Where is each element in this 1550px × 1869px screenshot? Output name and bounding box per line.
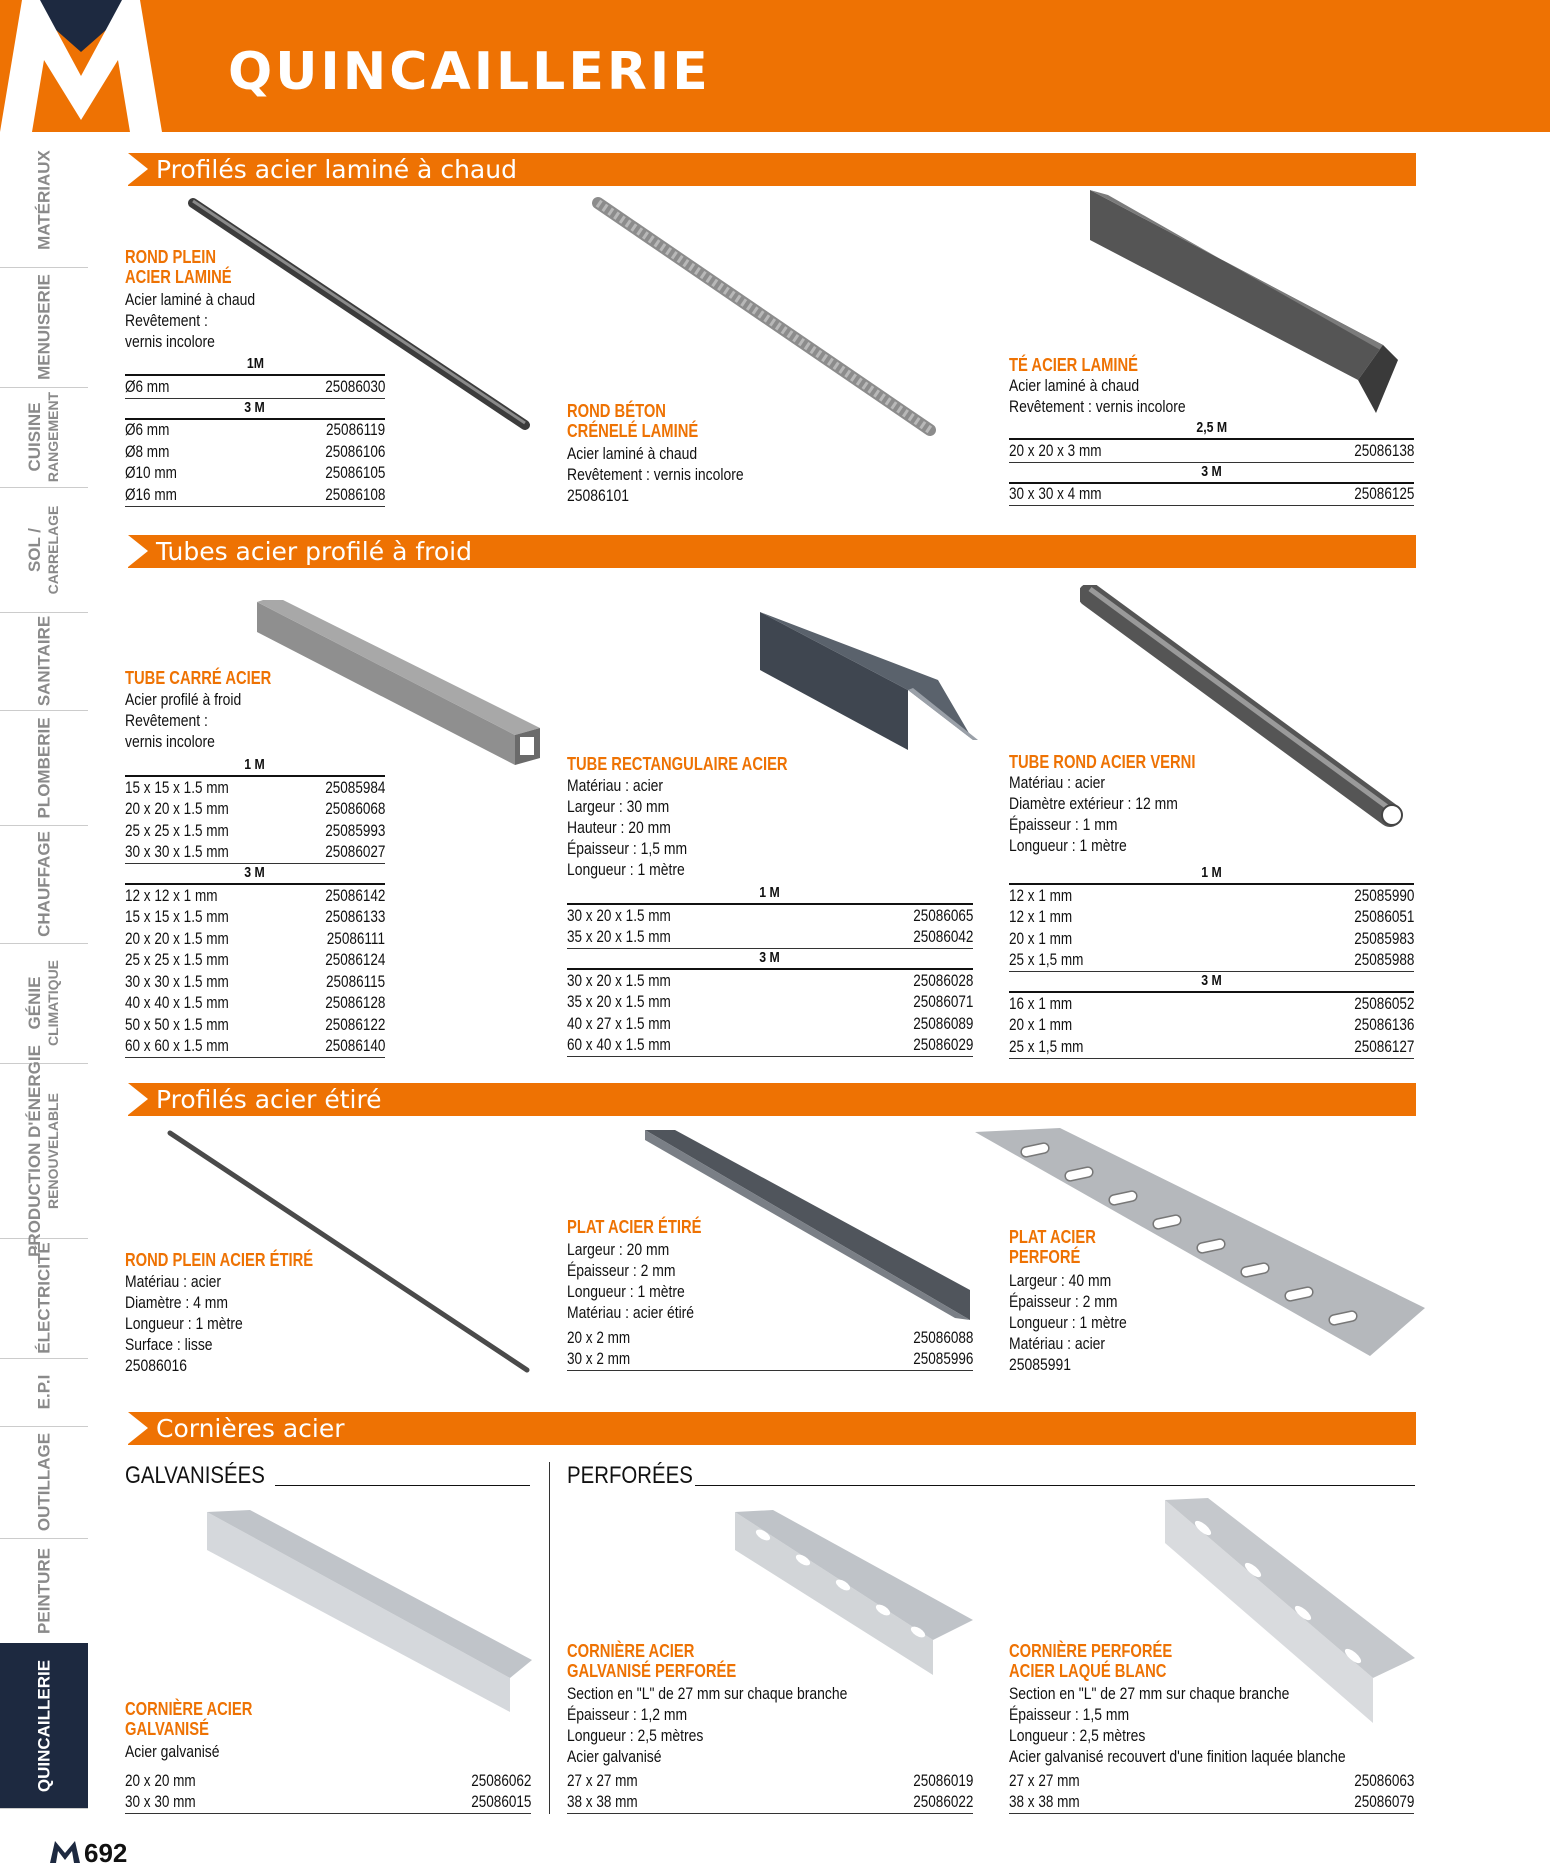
sidebar-label-line: CUISINE — [25, 402, 44, 472]
product-table — [567, 1327, 973, 1371]
dimension-cell: 20 x 2 mm — [567, 1328, 631, 1347]
sidebar-label-line: PRODUCTION D'ÉNERGIE — [25, 1044, 44, 1257]
dimension-cell: 20 x 20 x 1.5 mm — [125, 800, 229, 818]
reference-cell: 25086127 — [1353, 1037, 1414, 1056]
reference-cell: 25086125 — [1353, 485, 1414, 503]
length-header — [567, 949, 973, 970]
dimension-cell: 15 x 15 x 1.5 mm — [125, 908, 229, 926]
sidebar-item[interactable] — [0, 1044, 88, 1257]
dimension-cell: 35 x 20 x 1.5 mm — [567, 993, 671, 1011]
reference-cell: 25086027 — [324, 843, 385, 861]
sidebar-item-label — [25, 505, 63, 594]
reference-cell: 25086052 — [1353, 994, 1414, 1013]
length-header — [125, 399, 385, 420]
length-header — [125, 864, 385, 885]
section-title: Profilés acier étiré — [156, 1085, 382, 1114]
product-description: Acier profilé à froid Revêtement : vernis incolore — [125, 690, 242, 751]
column-divider — [549, 1462, 550, 1814]
length-header-label: 3 M — [244, 398, 266, 416]
table-row — [125, 1792, 531, 1815]
product-table — [1009, 864, 1414, 1059]
table-row — [567, 992, 973, 1014]
table-row — [567, 905, 973, 927]
section-bar-cold-formed-tubes — [128, 535, 1416, 568]
section-bar-hot-rolled — [128, 153, 1416, 186]
sidebar-item-label — [35, 1433, 54, 1531]
reference-cell: 25086051 — [1353, 908, 1414, 926]
product-table — [1009, 1770, 1414, 1814]
product-table — [125, 756, 385, 1058]
table-row — [125, 928, 385, 950]
dimension-cell: 12 x 12 x 1 mm — [125, 886, 218, 905]
sidebar-label-line: ÉLECTRICITÉ — [34, 1242, 54, 1354]
reference-cell: 25086119 — [325, 421, 385, 439]
reference-cell: 25086068 — [324, 800, 385, 818]
length-header — [1009, 463, 1414, 484]
dimension-cell: 40 x 27 x 1.5 mm — [567, 1014, 671, 1033]
product-description: Matériau : acier Diamètre extérieur : 12 mm Épaisseur : 1 mm Longueur : 1 mètre — [1009, 773, 1178, 855]
sidebar-item-label — [35, 717, 54, 818]
table-row — [1009, 1770, 1414, 1792]
sidebar-item-label — [25, 392, 63, 482]
arrow-icon — [128, 1412, 148, 1444]
rectangular-tube-image — [758, 610, 978, 760]
sidebar-label-line: CLIMATIQUE — [45, 959, 61, 1047]
footer-logo-icon — [50, 1841, 80, 1863]
sidebar-label-line: MATÉRIAUX — [34, 149, 54, 250]
reference-cell: 25086106 — [324, 442, 385, 461]
table-row — [567, 1327, 973, 1349]
dimension-cell: 27 x 27 mm — [567, 1771, 638, 1790]
table-row — [567, 1349, 973, 1372]
table-row — [125, 484, 385, 507]
dimension-cell: 30 x 30 x 4 mm — [1009, 485, 1102, 503]
dimension-cell: 20 x 20 x 1.5 mm — [125, 929, 229, 948]
section-bar-drawn-profiles — [128, 1083, 1416, 1116]
length-header-label: 1 M — [759, 884, 781, 901]
dimension-cell: 38 x 38 mm — [567, 1793, 638, 1811]
perforated-galvanized-angle-image — [733, 1510, 978, 1680]
dimension-cell: 25 x 1,5 mm — [1009, 951, 1084, 969]
reference-cell: 25086030 — [324, 377, 385, 396]
sidebar-label-line: RANGEMENT — [45, 391, 61, 483]
sidebar-item-label — [35, 616, 54, 706]
subheading-perforated: PERFORÉES — [567, 1462, 693, 1489]
dimension-cell: 30 x 30 mm — [125, 1793, 196, 1811]
table-row — [1009, 885, 1414, 907]
table-row — [567, 927, 973, 950]
table-row — [125, 420, 385, 442]
dimension-cell: Ø6 mm — [125, 377, 170, 396]
table-row — [1009, 484, 1414, 507]
product-title: PLAT ACIER PERFORÉ — [1009, 1227, 1096, 1267]
length-header-label: 2,5 M — [1196, 419, 1227, 436]
dimension-cell: 12 x 1 mm — [1009, 908, 1073, 926]
dimension-cell: 20 x 20 x 3 mm — [1009, 441, 1102, 460]
product-title: PLAT ACIER ÉTIRÉ — [567, 1217, 702, 1237]
dimension-cell: 35 x 20 x 1.5 mm — [567, 928, 671, 946]
dimension-cell: Ø16 mm — [125, 485, 177, 504]
sidebar-item[interactable] — [0, 1643, 88, 1809]
length-header — [1009, 419, 1414, 440]
product-description: Acier laminé à chaud Revêtement : vernis incolore — [1009, 376, 1186, 416]
sidebar-item-label — [35, 1548, 54, 1634]
divider — [275, 1485, 530, 1486]
dimension-cell: 15 x 15 x 1.5 mm — [125, 778, 229, 797]
length-header — [125, 756, 385, 777]
sidebar-label-line: OUTILLAGE — [34, 1432, 54, 1532]
reference-cell: 25086015 — [470, 1793, 531, 1811]
table-row — [125, 1036, 385, 1059]
section-bar-angles — [128, 1412, 1416, 1445]
table-row — [125, 463, 385, 485]
reference-cell: 25085990 — [1353, 886, 1414, 905]
brand-logo — [0, 0, 165, 132]
table-row — [567, 1035, 973, 1058]
table-row — [125, 907, 385, 929]
page-title: QUINCAILLERIE — [228, 42, 711, 102]
reference-cell: 25086088 — [912, 1328, 973, 1347]
table-row — [567, 1770, 973, 1792]
table-row — [125, 971, 385, 993]
sidebar-label-line: CARRELAGE — [45, 505, 61, 594]
product-table — [125, 1770, 531, 1814]
dimension-cell: 20 x 1 mm — [1009, 1016, 1073, 1034]
dimension-cell: 30 x 30 x 1.5 mm — [125, 972, 229, 991]
product-title: ROND PLEIN ACIER LAMINÉ — [125, 247, 232, 287]
reference-cell: 25086063 — [1353, 1771, 1414, 1790]
sidebar-label-line: CHAUFFAGE — [34, 831, 54, 937]
reference-cell: 25085996 — [912, 1350, 973, 1368]
sidebar-item-label — [35, 1242, 54, 1353]
product-title: TÉ ACIER LAMINÉ — [1009, 355, 1139, 375]
length-header-label: 3 M — [1201, 462, 1222, 480]
sidebar-label-line: RENOUVELABLE — [45, 1092, 61, 1209]
product-description: Largeur : 20 mm Épaisseur : 2 mm Longueur : 1 mètre Matériau : acier étiré — [567, 1240, 695, 1322]
divider — [695, 1485, 1415, 1486]
reference-cell: 25086124 — [324, 951, 385, 969]
reference-cell: 25086019 — [912, 1771, 973, 1790]
sidebar-item-label — [35, 274, 54, 380]
table-row — [125, 376, 385, 399]
sidebar-label-line: SOL / — [25, 527, 44, 572]
sidebar-item-label — [25, 960, 63, 1046]
dimension-cell: 25 x 25 x 1.5 mm — [125, 821, 229, 840]
reference-cell: 25086105 — [324, 464, 385, 482]
sidebar-label-line: MENUISERIE — [34, 274, 54, 380]
table-row — [125, 842, 385, 865]
dimension-cell: 60 x 40 x 1.5 mm — [567, 1036, 671, 1054]
sidebar-label-line: PEINTURE — [34, 1547, 54, 1634]
sidebar-label-line: SANITAIRE — [34, 615, 54, 707]
reference-cell: 25086089 — [912, 1014, 973, 1033]
sidebar-label-line: QUINCAILLERIE — [34, 1659, 54, 1792]
product-table — [567, 884, 973, 1057]
dimension-cell: 25 x 1,5 mm — [1009, 1037, 1084, 1056]
product-title: CORNIÈRE PERFORÉE ACIER LAQUÉ BLANC — [1009, 1641, 1173, 1681]
dimension-cell: 60 x 60 x 1.5 mm — [125, 1037, 229, 1055]
reference-cell: 25086133 — [324, 908, 385, 926]
table-row — [567, 1792, 973, 1815]
sidebar-item[interactable] — [0, 487, 88, 613]
section-title: Tubes acier profilé à froid — [156, 537, 472, 566]
reference-cell: 25086142 — [324, 886, 385, 905]
sidebar-label-line: GÉNIE — [25, 976, 44, 1030]
reference-cell: 25086115 — [325, 972, 385, 991]
sidebar-item[interactable] — [0, 612, 88, 711]
length-header-label: 1 M — [1201, 864, 1222, 881]
sidebar-item-label — [35, 831, 54, 937]
table-row — [125, 777, 385, 799]
sidebar-item-label — [35, 150, 54, 250]
table-row — [1009, 907, 1414, 929]
reference-cell: 25085984 — [324, 778, 385, 797]
length-header — [1009, 972, 1414, 993]
reference-cell: 25086028 — [912, 971, 973, 990]
length-header — [1009, 864, 1414, 885]
sidebar-item[interactable] — [0, 825, 88, 944]
table-row — [125, 950, 385, 972]
length-header-label: 3 M — [759, 949, 781, 966]
reference-cell: 25086138 — [1353, 441, 1414, 460]
sidebar-item[interactable] — [0, 1426, 88, 1539]
table-row — [1009, 1036, 1414, 1059]
product-description: Matériau : acier Largeur : 30 mm Hauteur : 20 mm Épaisseur : 1,5 mm Longueur : 1 mètre — [567, 776, 688, 879]
reference-cell: 25085983 — [1353, 929, 1414, 948]
table-row — [1009, 1792, 1414, 1815]
length-header — [125, 355, 385, 376]
product-title: CORNIÈRE ACIER GALVANISÉ — [125, 1699, 253, 1739]
table-row — [1009, 950, 1414, 973]
sidebar-item-label — [35, 1375, 54, 1410]
subheading-galvanized: GALVANISÉES — [125, 1462, 265, 1489]
table-row — [125, 441, 385, 463]
dimension-cell: 12 x 1 mm — [1009, 886, 1073, 905]
product-table — [125, 355, 385, 507]
product-title: TUBE RECTANGULAIRE ACIER — [567, 754, 788, 774]
length-header-label: 3 M — [244, 864, 266, 881]
square-tube-image — [255, 600, 555, 770]
table-row — [125, 993, 385, 1015]
table-row — [125, 799, 385, 821]
dimension-cell: Ø6 mm — [125, 421, 170, 439]
sidebar-item[interactable] — [0, 710, 88, 826]
table-row — [125, 1014, 385, 1036]
table-row — [1009, 928, 1414, 950]
product-title: CORNIÈRE ACIER GALVANISÉ PERFORÉE — [567, 1641, 737, 1681]
sidebar-item[interactable] — [0, 132, 88, 268]
dimension-cell: 38 x 38 mm — [1009, 1793, 1080, 1811]
product-description: Acier laminé à chaud Revêtement : vernis incolore 25086101 — [567, 444, 744, 505]
reference-cell: 25086022 — [912, 1793, 973, 1811]
table-row — [1009, 1015, 1414, 1037]
section-title: Cornières acier — [156, 1414, 345, 1443]
sidebar-item[interactable] — [0, 387, 88, 488]
product-title: TUBE CARRÉ ACIER — [125, 668, 272, 688]
reference-cell: 25085993 — [324, 821, 385, 840]
table-row — [1009, 440, 1414, 463]
sidebar-item-label — [35, 1659, 54, 1791]
product-description: Acier galvanisé — [125, 1742, 220, 1761]
dimension-cell: 30 x 20 x 1.5 mm — [567, 906, 671, 925]
table-row — [1009, 993, 1414, 1015]
reference-cell: 25086108 — [324, 485, 385, 504]
product-description: Section en "L" de 27 mm sur chaque branche Épaisseur : 1,5 mm Longueur : 2,5 mètres Acier galvanisé recouvert d'une finition laquée blanche — [1009, 1684, 1346, 1766]
table-row — [125, 885, 385, 907]
length-header-label: 1 M — [244, 756, 266, 773]
arrow-icon — [128, 1083, 148, 1115]
sidebar-item[interactable] — [0, 1538, 88, 1644]
dimension-cell: 20 x 20 mm — [125, 1771, 196, 1790]
galvanized-angle-image — [205, 1510, 535, 1715]
length-header-label: 3 M — [1201, 972, 1222, 989]
product-table — [1009, 419, 1414, 506]
page-number: 692 — [84, 1838, 128, 1868]
dimension-cell: 20 x 1 mm — [1009, 929, 1073, 948]
reference-cell: 25085988 — [1353, 951, 1414, 969]
dimension-cell: Ø10 mm — [125, 464, 177, 482]
dimension-cell: 27 x 27 mm — [1009, 1771, 1080, 1790]
reference-cell: 25086042 — [912, 928, 973, 946]
dimension-cell: 25 x 25 x 1.5 mm — [125, 951, 229, 969]
reference-cell: 25086065 — [912, 906, 973, 925]
dimension-cell: 30 x 30 x 1.5 mm — [125, 843, 229, 861]
product-title: ROND BÉTON CRÉNELÉ LAMINÉ — [567, 401, 699, 441]
sidebar-label-line: PLOMBERIE — [34, 716, 54, 819]
category-sidebar — [0, 132, 88, 1812]
dimension-cell: 50 x 50 x 1.5 mm — [125, 1015, 229, 1034]
product-title: ROND PLEIN ACIER ÉTIRÉ — [125, 1250, 314, 1270]
dimension-cell: 30 x 20 x 1.5 mm — [567, 971, 671, 990]
table-row — [567, 970, 973, 992]
table-row — [567, 1013, 973, 1035]
dimension-cell: 30 x 2 mm — [567, 1350, 631, 1368]
length-header-label: 1M — [246, 355, 264, 372]
product-title: TUBE ROND ACIER VERNI — [1009, 752, 1196, 772]
arrow-icon — [128, 153, 148, 185]
sidebar-item-label — [25, 1045, 63, 1257]
length-header — [567, 884, 973, 905]
reference-cell: 25086136 — [1353, 1016, 1414, 1034]
sidebar-item[interactable] — [0, 1358, 88, 1427]
sidebar-label-line: E.P.I — [34, 1374, 54, 1410]
table-row — [125, 820, 385, 842]
product-table — [567, 1770, 973, 1814]
product-description: Acier laminé à chaud Revêtement : vernis incolore — [125, 290, 256, 351]
arrow-icon — [128, 535, 148, 567]
product-description: Largeur : 40 mm Épaisseur : 2 mm Longueur : 1 mètre Matériau : acier 25085991 — [1009, 1271, 1127, 1374]
reference-cell: 25086111 — [326, 929, 385, 948]
dimension-cell: 16 x 1 mm — [1009, 994, 1073, 1013]
table-row — [125, 1770, 531, 1792]
reference-cell: 25086029 — [912, 1036, 973, 1054]
reference-cell: 25086140 — [324, 1037, 385, 1055]
sidebar-item[interactable] — [0, 1238, 88, 1359]
product-description: Section en "L" de 27 mm sur chaque branche Épaisseur : 1,2 mm Longueur : 2,5 mètres Acier galvanisé — [567, 1684, 848, 1766]
reference-cell: 25086128 — [324, 994, 385, 1012]
product-description: Matériau : acier Diamètre : 4 mm Longueur : 1 mètre Surface : lisse 25086016 — [125, 1272, 243, 1375]
dimension-cell: Ø8 mm — [125, 442, 170, 461]
sidebar-item[interactable] — [0, 267, 88, 388]
reference-cell: 25086122 — [324, 1015, 385, 1034]
dimension-cell: 40 x 40 x 1.5 mm — [125, 994, 229, 1012]
section-title: Profilés acier laminé à chaud — [156, 155, 517, 184]
reference-cell: 25086079 — [1353, 1793, 1414, 1811]
reference-cell: 25086071 — [912, 993, 973, 1011]
reference-cell: 25086062 — [470, 1771, 531, 1790]
